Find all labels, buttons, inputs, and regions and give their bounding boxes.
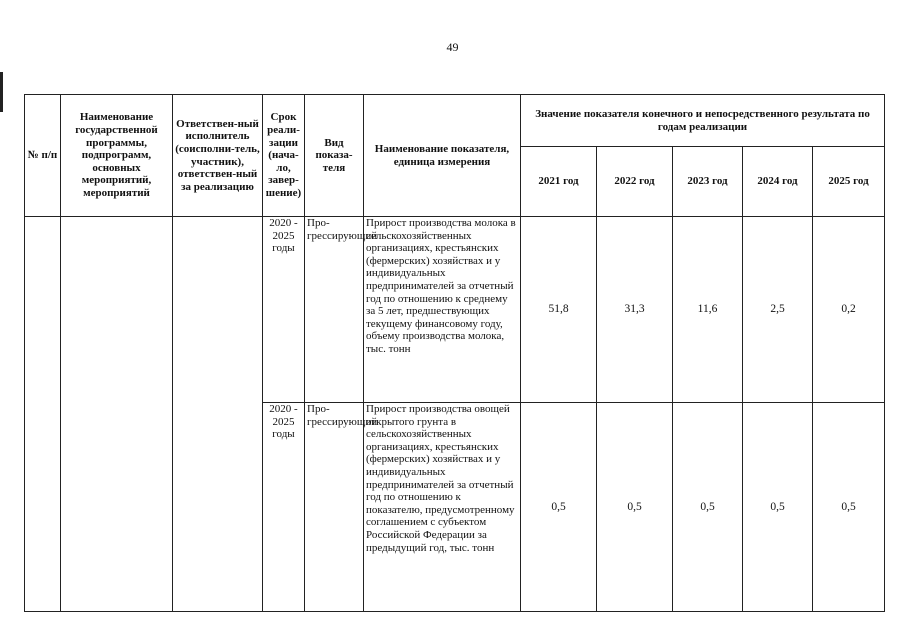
cell-number [25, 217, 61, 612]
cell-value: 31,3 [597, 217, 673, 403]
header-year: 2022 год [597, 147, 673, 217]
header-year: 2024 год [743, 147, 813, 217]
cell-indicator-name: Прирост производства молока в сельскохозяйственных организациях, крестьянских (фермерских) хозяйствах и у индивидуальных предпринимателей за отчетный год по отношению к среднему за 5 лет, предшествующих текущему финансовому году, объему производства молока, тыс. тонн [364, 217, 521, 403]
header-program: Наименование государственной программы, подпрограмм, основных мероприятий, мероприятий [61, 95, 173, 217]
cell-value: 51,8 [521, 217, 597, 403]
cell-value: 0,5 [597, 403, 673, 612]
cell-indicator-name: Прирост производства овощей открытого грунта в сельскохозяйственных организациях, крестьянских (фермерских) хозяйствах и у индивидуальных предпринимателей за отчетный год по отношению к показателю, предусмотренному соглашением с субъектом Российской Федерации за предыдущий год, тыс. тонн [364, 403, 521, 612]
cell-indicator-type: Про- грессирующий [305, 403, 364, 612]
cell-value: 0,5 [673, 403, 743, 612]
header-year: 2021 год [521, 147, 597, 217]
cell-value: 11,6 [673, 217, 743, 403]
cell-value: 0,5 [743, 403, 813, 612]
cell-value: 0,2 [813, 217, 885, 403]
header-year: 2023 год [673, 147, 743, 217]
cell-indicator-type: Про- грессирующий [305, 217, 364, 403]
cell-responsible [173, 217, 263, 612]
header-number: № п/п [25, 95, 61, 217]
cell-value: 0,5 [521, 403, 597, 612]
scan-edge-mark [0, 72, 3, 112]
page-number: 49 [446, 40, 459, 54]
cell-period: 2020 - 2025 годы [263, 217, 305, 403]
header-indicator-type: Вид показа-теля [305, 95, 364, 217]
header-period: Срок реали-зации (нача-ло, завер-шение) [263, 95, 305, 217]
indicator-table [24, 94, 885, 612]
cell-program [61, 217, 173, 612]
cell-value: 2,5 [743, 217, 813, 403]
cell-value: 0,5 [813, 403, 885, 612]
header-responsible: Ответствен-ный исполнитель (соисполни-тель, участник), ответствен-ный за реализацию [173, 95, 263, 217]
cell-period: 2020 - 2025 годы [263, 403, 305, 612]
header-row [25, 95, 885, 147]
header-year: 2025 год [813, 147, 885, 217]
header-indicator-name: Наименование показателя, единица измерения [364, 95, 521, 217]
header-values-group: Значение показателя конечного и непосредственного результата по годам реализации [521, 95, 885, 147]
table-row [25, 217, 885, 403]
